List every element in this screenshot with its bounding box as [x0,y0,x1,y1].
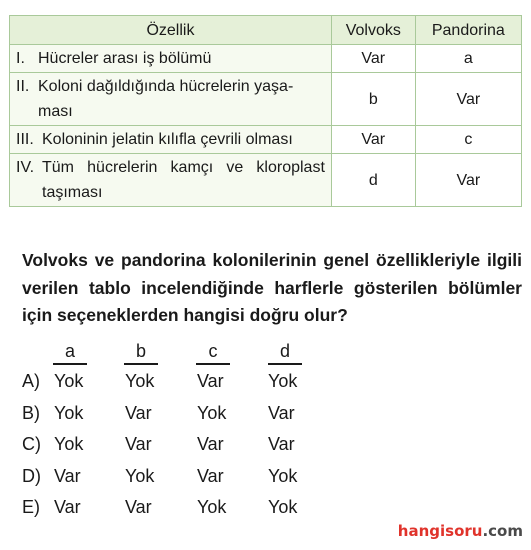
choice-label: E) [22,497,40,517]
property-text: Koloninin jelatin kılıfla çevrili olması [42,131,293,148]
question-text: Volvoks ve pandorina kolonilerinin genel özellikleriyle ilgili verilen tablo incelendiğinde harflerle gösterilen bölümler için seçeneklerden hangisi doğru olur? [22,250,522,325]
header-property: Özellik [10,16,332,45]
choice-value: Yok [268,497,298,517]
choice-value: Yok [197,402,227,423]
choice-value: Var [125,402,152,423]
site-watermark [398,522,523,540]
choice-value: Yok [54,434,84,454]
property-text: Koloni dağıldığında hücrelerin yaşa- ması [38,78,294,120]
choice-label: B) [22,402,40,423]
choice-value: Yok [268,465,298,486]
table-row [10,45,522,73]
column-label: a [53,340,87,365]
property-cell [10,126,332,154]
choice-value: Yok [54,402,84,423]
table-header-row [10,16,522,45]
volvoks-cell: Var [331,45,415,73]
choice-value: Var [197,465,224,486]
property-cell [10,73,332,126]
choice-value: Yok [54,371,84,391]
row-number: II. [16,78,30,95]
header-pandorina: Pandorina [415,16,521,45]
pandorina-cell: Var [415,154,521,207]
column-label: c [196,340,230,365]
volvoks-cell: Var [331,126,415,154]
choice-label: A) [22,371,40,391]
row-number: I. [16,50,25,67]
choice-value: Var [197,434,224,454]
choice-value: Var [125,434,152,454]
choice-value: Yok [268,371,298,391]
volvoks-cell: b [331,73,415,126]
choice-value: Var [125,497,152,517]
choice-value: Var [268,434,295,454]
property-cell [10,154,332,207]
property-cell [10,45,332,73]
volvoks-cell: d [331,154,415,207]
row-number: IV. [16,159,35,176]
pandorina-cell: Var [415,73,521,126]
properties-table [9,15,522,207]
header-volvoks: Volvoks [331,16,415,45]
table-row [10,154,522,207]
choice-value: Yok [197,497,227,517]
property-text: Hücreler arası iş bölümü [38,50,212,67]
pandorina-cell: a [415,45,521,73]
column-label: d [268,340,302,365]
choice-value: Var [268,402,295,423]
property-text: Tüm hücrelerin kamçı ve kloroplast taşıması [42,159,325,201]
watermark-domain: .com [482,522,523,540]
watermark-name: hangisoru [397,522,483,540]
choice-label: C) [22,434,41,454]
row-number: III. [16,131,34,148]
choice-value: Yok [125,465,155,486]
table-row [10,126,522,154]
column-label: b [124,340,158,365]
choice-value: Yok [125,371,155,391]
choice-value: Var [54,497,81,517]
choice-label: D) [22,465,41,486]
pandorina-cell: c [415,126,521,154]
choice-value: Var [54,465,81,486]
choice-value: Var [197,371,224,391]
table-row [10,73,522,126]
